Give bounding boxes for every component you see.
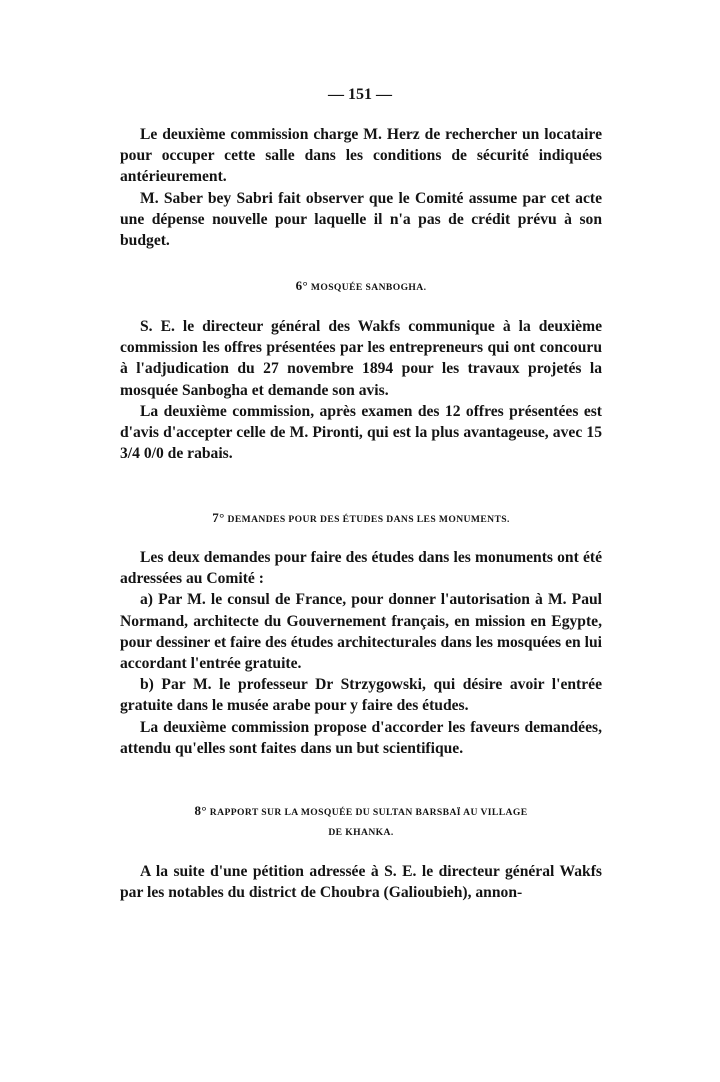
paragraph: M. Saber bey Sabri fait observer que le Comité assume par cet acte une dépense nouvelle pour laquelle il n'a pas de crédit prévu à son budget. — [120, 189, 602, 250]
paragraph: b) Par M. le professeur Dr Strzygowski, qui désire avoir l'entrée gratuite dans le musée arabe pour y faire des études. — [120, 676, 602, 715]
page-number: — 151 — — [328, 86, 392, 103]
paragraph: A la suite d'une pétition adressée à S. E. le directeur général Wakfs par les notables du district de Choubra (Galioubieh), annon- — [120, 863, 602, 902]
section-khanka — [120, 861, 602, 903]
paragraph: S. E. le directeur général des Wakfs communique à la deuxième commission les offres présentées par les entrepreneurs qui ont concouru à l'adjudication du 27 novembre 1894 pour les travaux projetés la mosquée Sanbogha et demande son avis. — [120, 318, 602, 399]
heading-6 — [120, 276, 602, 298]
heading-number: 7° — [212, 510, 225, 525]
heading-number: 8° — [194, 803, 207, 818]
heading-text: DE KHANKA. — [328, 827, 394, 838]
paragraph: Les deux demandes pour faire des études dans les monuments ont été adressées au Comité : — [120, 549, 602, 588]
section-sanbogha — [120, 316, 602, 464]
heading-text: MOSQUÉE SANBOGHA. — [310, 282, 427, 293]
heading-number: 6° — [295, 278, 309, 293]
section-etudes — [120, 547, 602, 759]
heading-line — [120, 801, 602, 823]
heading-8 — [120, 801, 602, 843]
heading-text: DEMANDES POUR DES ÉTUDES DANS LES MONUMENTS. — [227, 514, 510, 525]
section-intro — [120, 124, 602, 251]
paragraph: a) Par M. le consul de France, pour donner l'autorisation à M. Paul Normand, architecte du Gouvernement français, en mission en Egypte, pour dessiner et faire des études architecturales dans les mosquées en lui accordant l'entrée gratuite. — [120, 591, 602, 673]
paragraph: La deuxième commission, après examen des 12 offres présentées est d'avis d'accepter celle de M. Pironti, qui est la plus avantageuse, avec 15 3/4 0/0 de rabais. — [120, 402, 602, 463]
paragraph: La deuxième commission propose d'accorder les faveurs demandées, attendu qu'elles sont faites dans un but scientifique. — [120, 718, 602, 757]
heading-text: RAPPORT SUR LA MOSQUÉE DU SULTAN BARSBAÏ AU VILLAGE — [209, 807, 528, 818]
heading-7 — [120, 508, 602, 530]
paragraph: Le deuxième commission charge M. Herz de rechercher un locataire pour occuper cette salle dans les conditions de sécurité indiquées antérieurement. — [120, 126, 602, 186]
